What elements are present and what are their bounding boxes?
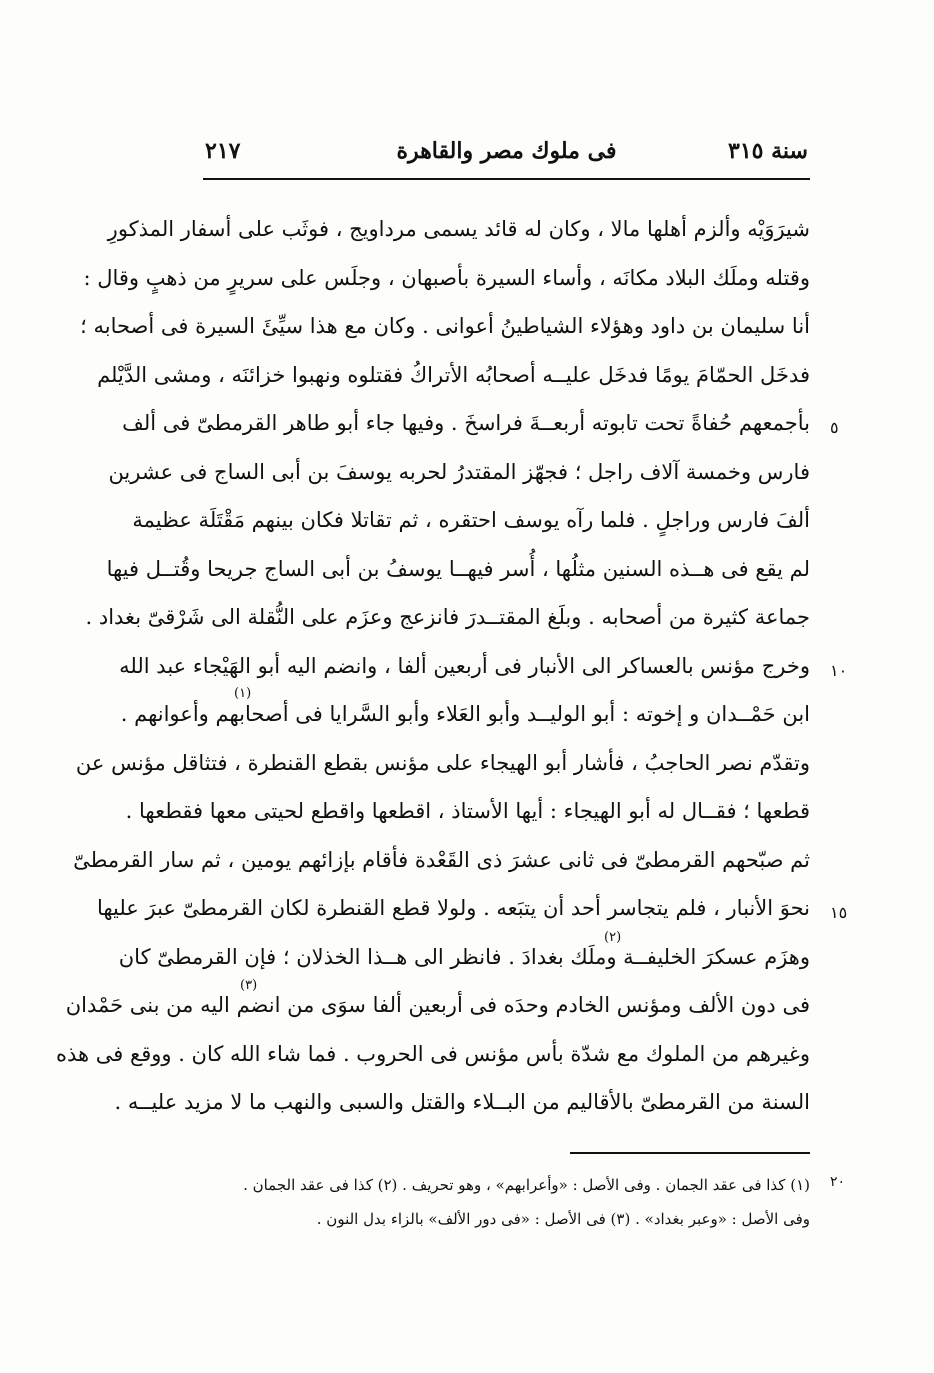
- text-line: ثم صبّحهم القرمطىّ فى ثانى عشرَ ذى القَعْدة فأقام بإزائهم يومين ، ثم سار القرمطىّ: [73, 847, 810, 872]
- text-line: وتقدّم نصر الحاجبُ ، فأشار أبو الهيجاء على مؤنس بقطع القنطرة ، فتثاقل مؤنس عن: [75, 750, 810, 775]
- text-line: السنة من القرمطىّ بالأقاليم من البــلاء والقتل والسبى والنهب ما لا مزيد عليــه .: [114, 1090, 810, 1114]
- text-line: قطعها ؛ فقــال له أبو الهيجاء : أيها الأستاذ ، اقطعها واقطع لحيتى معها فقطعها .: [125, 799, 810, 823]
- header-rule: [203, 178, 810, 180]
- text-line: وقتله وملَك البلاد مكانَه ، وأساء السيرة بأصبهان ، وجلَس على سريرٍ من ذهبٍ وقال :: [83, 265, 810, 290]
- line-number-10: ١٠: [830, 661, 848, 680]
- line-number-15: ١٥: [830, 903, 848, 922]
- text-line: وهزَم عسكرَ الخليفــة وملَك بغدادَ . فانظر الى هــذا الخذلان ؛ فإن القرمطىّ كان: [118, 944, 810, 969]
- text-line: أنا سليمان بن داود وهؤلاء الشياطينُ أعوانى . وكان مع هذا سيِّئَ السيرة فى أصحابه ؛: [80, 314, 810, 338]
- text-line: ألفَ فارس وراجلٍ . فلما رآه يوسف احتقره ، ثم تقاتلا فكان بينهم مَقْتَلَة عظيمة: [132, 508, 810, 532]
- text-line: فدخَل الحمّامَ يومًا فدخَل عليــه أصحابُه الأتراكُ فقتلوه ونهبوا خزائنَه ، ومشى الدَّيْلم: [97, 362, 810, 387]
- text-line: ابن حَمْــدان و إخوته : أبو الوليــد وأبو العَلاء وأبو السَّرايا فى أصحابهم وأعوانهم .: [120, 702, 810, 726]
- text-line: جماعة كثيرة من أصحابه . وبلَغ المقتــدرَ فانزعج وعزَم على النُّقلة الى شَرْقىّ بغداد .: [85, 605, 810, 629]
- line-number-5: ٥: [830, 418, 839, 437]
- footnote-rule: [570, 1152, 810, 1154]
- text-line: شيرَوَيْه وألزم أهلها مالا ، وكان له قائد يسمى مرداويج ، فوثَب على أسفار المذكورِ: [107, 217, 810, 241]
- header-year: سنة ٣١٥: [728, 138, 808, 164]
- footnote-marker: (٢): [604, 930, 622, 945]
- running-header: [205, 138, 808, 178]
- footnote-marker: (١): [234, 686, 252, 701]
- text-line: نحوَ الأنبار ، فلم يتجاسر أحد أن يتبَعه . ولولا قطع القنطرة لكان القرمطىّ عبرَ عليها: [96, 896, 810, 920]
- footnote-line: وفى الأصل : «وعبر بغداد» . (٣) فى الأصل : «فى دور الألف» بالزاء بدل النون .: [316, 1210, 810, 1228]
- text-line: وغيرهم من الملوك مع شدّة بأس مؤنس فى الحروب . فما شاء الله كان . ووقع فى هذه: [56, 1041, 810, 1066]
- footnotes: [205, 1168, 810, 1236]
- line-number-20: ٢٠: [830, 1174, 846, 1190]
- text-line: بأجمعهم حُفاةً تحت تابوته أربعــةَ فراسخَ . وفيها جاء أبو طاهر القرمطىّ فى ألف: [122, 411, 810, 435]
- text-line: وخرج مؤنس بالعساكر الى الأنبار فى أربعين ألفا ، وانضم اليه أبو الهَيْجاء عبد الله: [119, 653, 810, 678]
- header-title: فى ملوك مصر والقاهرة: [396, 138, 617, 164]
- text-line: لم يقع فى هــذه السنين مثلُها ، أُسر فيهــا يوسفُ بن أبى الساج جريحا وقُتــل فيها: [106, 556, 810, 581]
- text-line: فى دون الألف ومؤنس الخادم وحدَه فى أربعين ألفا سوَى من انضم اليه من بنى حَمْدان: [65, 993, 810, 1017]
- main-text: [56, 205, 810, 1127]
- text-line: فارس وخمسة آلاف راجل ؛ فجهّز المقتدرُ لحربه يوسفَ بن أبى الساج فى عشرين: [108, 459, 810, 484]
- footnote-marker: (٣): [240, 978, 258, 993]
- page-number: ٢١٧: [205, 138, 241, 164]
- footnote-line: (١) كذا فى عقد الجمان . وفى الأصل : «وأعرابهم» ، وهو تحريف . (٢) كذا فى عقد الجمان .: [243, 1176, 810, 1194]
